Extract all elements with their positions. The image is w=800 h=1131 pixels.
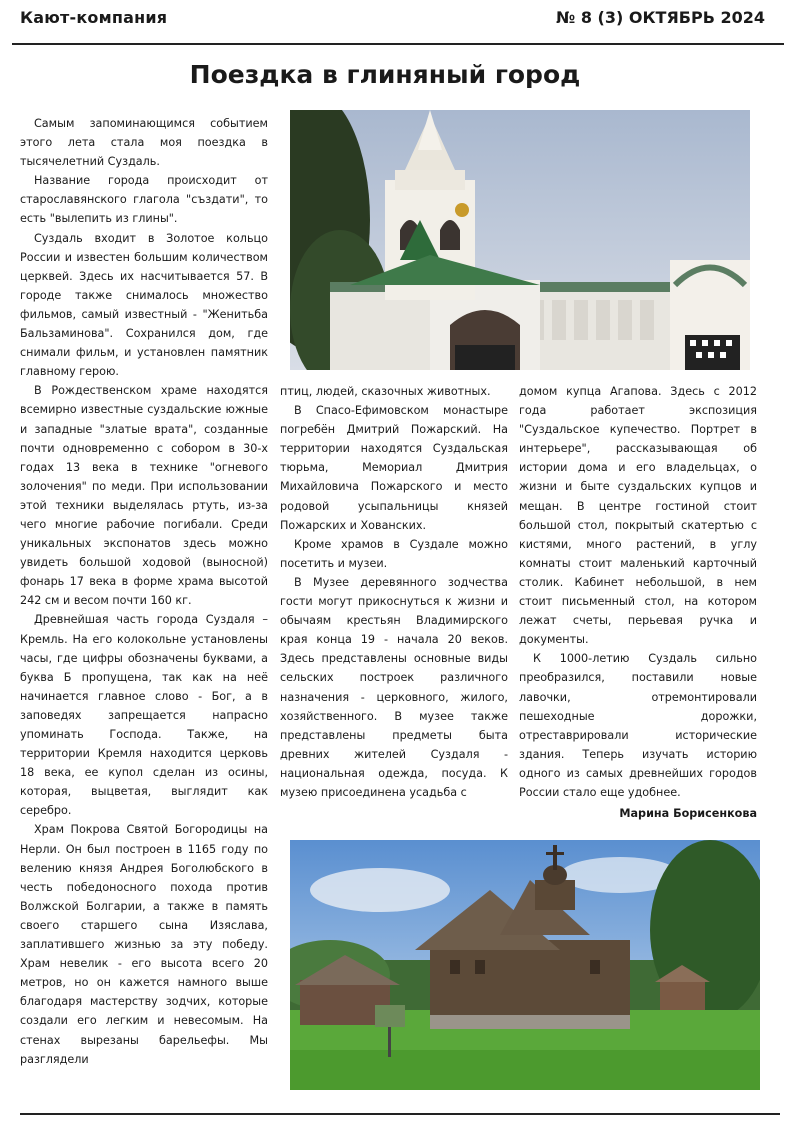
paragraph: Название города происходит от старославянского глагола "създати", то есть "вылепить из глины". [20, 174, 268, 226]
paragraph: птиц, людей, сказочных животных. [280, 385, 491, 398]
article-column-2 [280, 382, 508, 802]
footer-divider [20, 1113, 780, 1115]
paragraph: Суздаль входит в Золотое кольцо России и известен большим количеством церквей. Здесь их насчитывается 57. В городе также снималось множество фильмов, самый известный - "Женитьба Бальзаминова". Сохранился дом, где снимали фильм, и установлен памятник главному герою. [20, 231, 268, 379]
issue-info: № 8 (3) ОКТЯБРЬ 2024 [556, 8, 765, 27]
paragraph: Древнейшая часть города Суздаля – Кремль. На его колокольне установлены часы, где цифры обозначены буквами, а буква Б пропущена, так как на неё начинается главное слово - Бог, а в заповедях запрещается напрасно упоминать Господа. Также, на территории Кремля находится церковь 18 века, ее купол сделан из осины, которая, выцветая, выглядит как серебро. [20, 613, 268, 818]
paragraph: В Рождественском храме находятся всемирно известные суздальские южные и западные "златые врата", созданные почти одновременно с собором в 30-х годах 13 века в технике "огневого золочения" по меди. При использовании этой техники выделялась ртуть, из-за чего многие рабочие погибали. Среди уникальных экспонатов здесь можно увидеть большой ходовой (выносной) фонарь 17 века в форме храма высотой 242 см и весом почти 160 кг. [20, 384, 268, 608]
paragraph: В Спасо-Ефимовском монастыре погребён Дмитрий Пожарский. На территории находятся Суздальская тюрьма, Мемориал Дмитрия Михайловича Пожарского и место родовой усыпальницы князей Пожарских и Хованских. [280, 404, 508, 532]
article-title: Поездка в глиняный город [189, 60, 581, 89]
paragraph: Кроме храмов в Суздале можно посетить и музеи. [280, 537, 508, 570]
article-author: Марина Борисенкова [619, 807, 757, 821]
kremlin-belfry-photo [290, 110, 750, 370]
paragraph: В Музее деревянного зодчества гости могут прикоснуться к жизни и обычаям крестьян Владимирского края конца 19 - начала 20 веков. Здесь представлены основные виды сельских построек различного назначения - церковного, жилого, хозяйственного. В музее также представлены предметы быта древних жителей Суздаля - национальная одежда, посуда. К музею присоединена усадьба с [280, 575, 508, 799]
paragraph: Храм Покрова Святой Богородицы на Нерли. Он был построен в 1165 году по велению князя Андрея Боголюбского в честь победоносного похода против Волжской Болгарии, а также в память своего старшего сына Изяслава, заплатившего жизнью за эту победу. Храм невелик - его высота всего 20 метров, но он кажется намного выше благодаря мастерству зодчих, которые создали его легким и невесомым. На стенах вырезаны барельефы. Мы разглядели [20, 823, 268, 1066]
paragraph: К 1000-летию Суздаль сильно преобразился, поставили новые лавочки, отремонтировали пешеходные дорожки, отреставрировали исторические здания. Теперь изучать историю одного из самых древнейших городов России стало еще удобнее. [519, 652, 757, 799]
paragraph: домом купца Агапова. Здесь с 2012 года работает экспозиция "Суздальское купечество. Портрет в интерьере", рассказывающая об истории дома и его владельцах, о жизни и быте суздальских купцов и мещан. В центре гостиной стоит большой стол, покрытый скатертью с кистями, много растений, в углу комнаты стоит маленький карточный столик. Кабинет небольшой, в нем стоит письменный стол, на котором лежат счеты, перьевая ручка и документы. [519, 385, 757, 647]
article-column-1 [20, 114, 268, 1069]
article-column-3 [519, 382, 757, 823]
header-divider [12, 43, 784, 45]
wooden-church-photo [290, 840, 760, 1090]
paragraph: Самым запоминающимся событием этого лета стала моя поездка в тысячелетний Суздаль. [20, 117, 268, 169]
publication-name: Кают-компания [20, 8, 168, 27]
